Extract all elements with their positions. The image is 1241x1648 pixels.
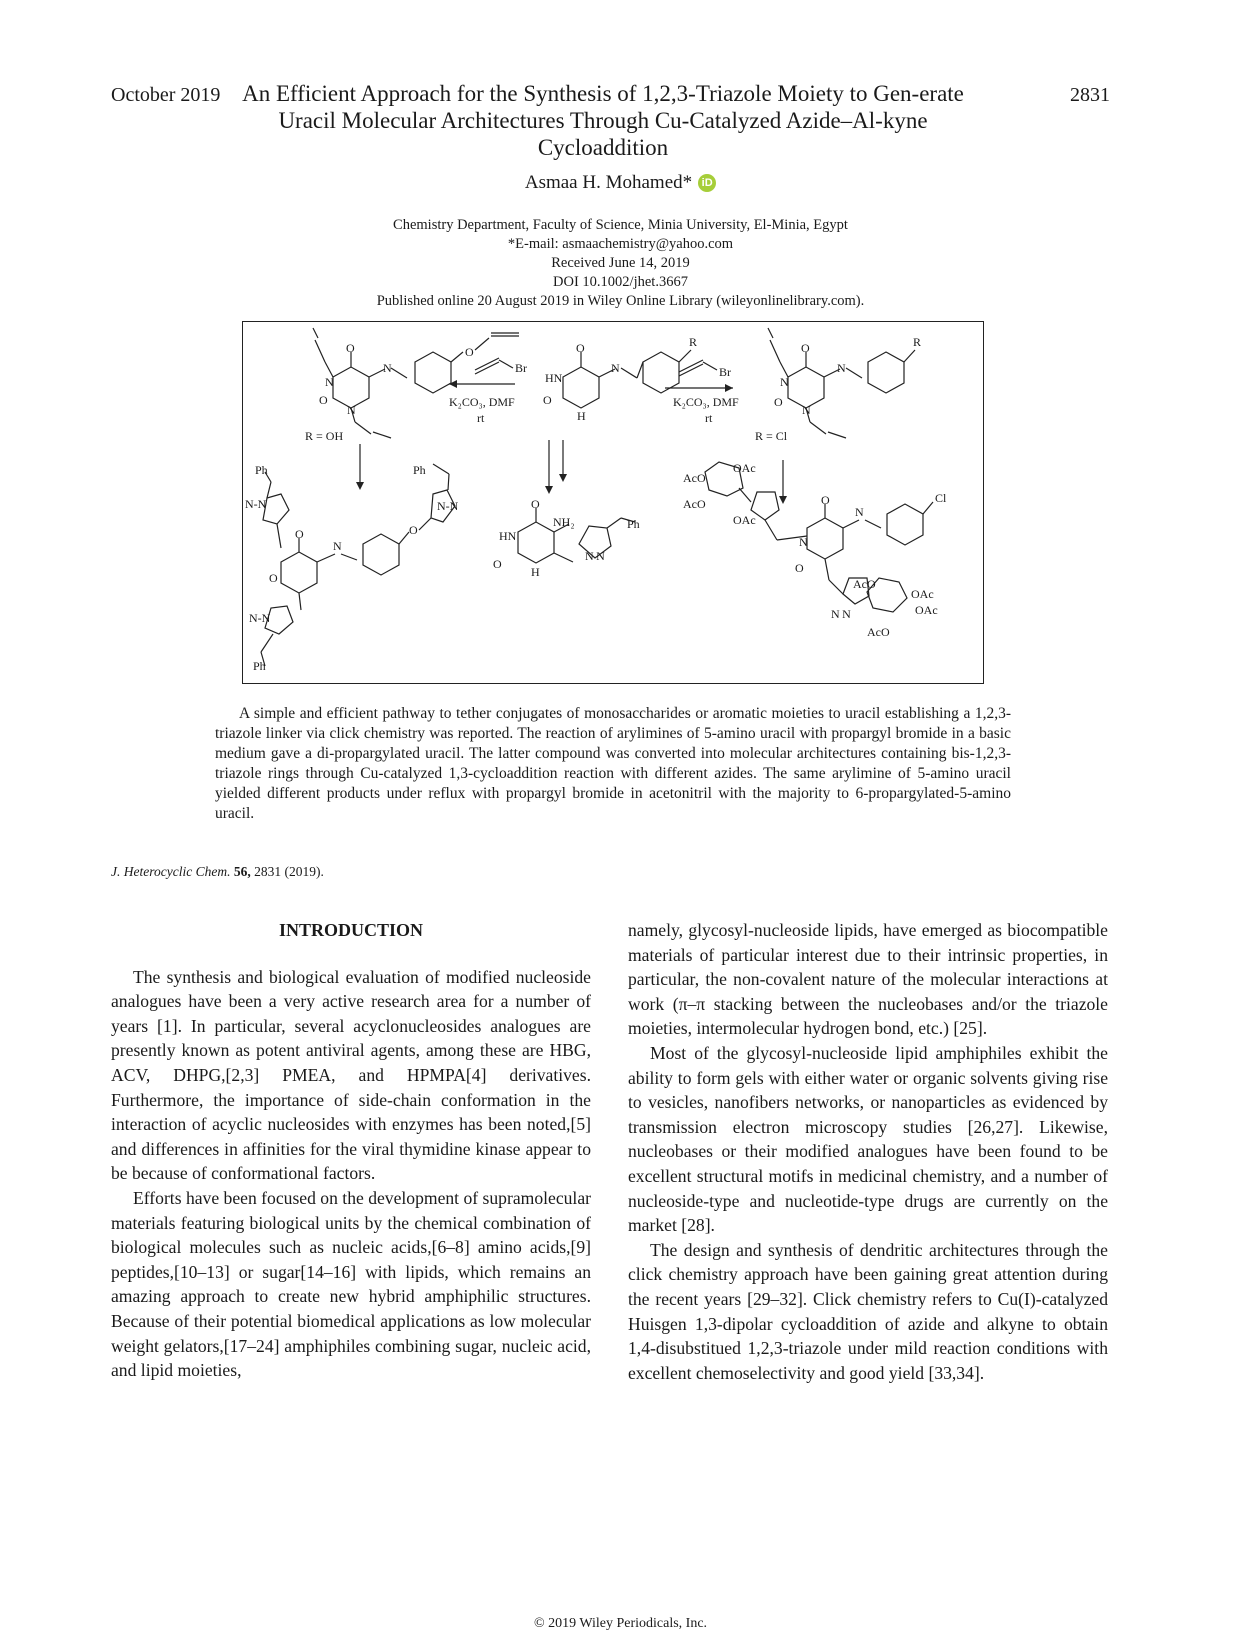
h-label-central: H bbox=[577, 409, 586, 423]
cl-label: Cl bbox=[935, 491, 947, 505]
received-date: Received June 14, 2019 bbox=[551, 255, 690, 271]
h-label-bc: H bbox=[531, 565, 540, 579]
o-label-central: O bbox=[576, 341, 585, 355]
o-label-central-2: O bbox=[543, 393, 552, 407]
n-label-right: N bbox=[780, 375, 789, 389]
r-label-right: R bbox=[913, 335, 922, 349]
o-ether-left: O bbox=[465, 345, 474, 359]
o-label-left: O bbox=[346, 341, 355, 355]
aco-label-4: AcO bbox=[867, 625, 890, 639]
aco-label-3: AcO bbox=[853, 577, 876, 591]
body-column-right bbox=[628, 918, 1108, 1385]
triazole-n-5: N N bbox=[831, 607, 851, 621]
o-label-bc-2: O bbox=[493, 557, 502, 571]
oac-label-2: OAc bbox=[733, 513, 756, 527]
reagent-left-temp: rt bbox=[477, 411, 485, 425]
body-column-left bbox=[111, 918, 591, 1383]
affiliation-block bbox=[0, 216, 1241, 311]
aco-label-2: AcO bbox=[683, 497, 706, 511]
ph-label-3: Ph bbox=[253, 659, 266, 673]
r-cl-label: R = Cl bbox=[755, 429, 788, 443]
n-imine-right: N bbox=[837, 361, 846, 375]
scheme-labels bbox=[245, 335, 947, 673]
triazole-n-4: N N bbox=[585, 549, 605, 563]
ph-label-1: Ph bbox=[255, 463, 268, 477]
o-label-bl: O bbox=[295, 527, 304, 541]
orcid-icon[interactable]: iD bbox=[698, 174, 716, 192]
paragraph: The synthesis and biological evaluation of modified nucleoside analogues have been a very active research area for a number of years [1]. In particular, several acyclonucleosides analogues are presently known as potent antiviral agents, among these are HBG, ACV, DHPG,[2,3] PMEA, and HPMPA[4] derivatives. Furthermore, the importance of side-chain conformation in the interaction of acyclic nucleosides with enzymes has been noted,[5] and differences in affinities for the viral thymidine kinase appear to be because of conformational factors. bbox=[111, 966, 591, 1184]
paragraph: The design and synthesis of dendritic architectures through the click chemistry approach have been gaining great attention during the recent years [29–32]. Click chemistry refers to Cu(I)-catalyzed Huisgen 1,3-dipolar cycloaddition of azide and alkyne to obtain 1,4-disubstitued 1,2,3-triazole under mild reaction conditions with excellent chemoselectivity and good yield [33,34]. bbox=[628, 1239, 1108, 1383]
oac-label-3: OAc bbox=[911, 587, 934, 601]
citation-journal: J. Heterocyclic Chem. bbox=[111, 864, 231, 879]
aco-label-1: AcO bbox=[683, 471, 706, 485]
n-label-left: N bbox=[325, 375, 334, 389]
citation-volume: 56, bbox=[233, 864, 251, 879]
citation-pages: 2831 (2019). bbox=[254, 864, 324, 879]
n-imine-bl: N bbox=[333, 539, 342, 553]
reaction-scheme-svg bbox=[243, 322, 985, 685]
n-label-right-2: N bbox=[802, 403, 811, 417]
triazole-n-1: N‐N bbox=[245, 497, 267, 511]
ph-label-2: Ph bbox=[413, 463, 426, 477]
o-label-right: O bbox=[801, 341, 810, 355]
n-imine-left: N bbox=[383, 361, 392, 375]
reagent-right-temp: rt bbox=[705, 411, 713, 425]
reagent-right-br: Br bbox=[719, 365, 731, 379]
o-label-br: O bbox=[821, 493, 830, 507]
reagent-left-base: K₂CO₃, DMF bbox=[449, 395, 515, 409]
article-title: An Efficient Approach for the Synthesis of 1,2,3-Triazole Moiety to Gen-erate Uracil Molecular Architectures Through Cu-Catalyzed Azide–Al-kyne Cycloaddition bbox=[242, 81, 964, 160]
abstract-text: A simple and efficient pathway to tether conjugates of monosaccharides or aromatic moieties to uracil establishing a 1,2,3-triazole linker via click chemistry was reported. The reaction of arylimines of 5-amino uracil with propargyl bromide in a basic medium gave a di-propargylated uracil. The latter compound was converted into molecular architectures containing bis-1,2,3-triazole rings through Cu-catalyzed 1,3-cycloaddition reaction with different azides. The same arylimine of 5-amino uracil yielded different products under reflux with propargyl bromide in acetonitril with the majority to 6-propargylated-5-amino uracil. bbox=[215, 705, 1011, 822]
o-label-right-2: O bbox=[774, 395, 783, 409]
o-ether-bl: O bbox=[409, 523, 418, 537]
oac-label-1: OAc bbox=[733, 461, 756, 475]
reagent-right-base: K₂CO₃, DMF bbox=[673, 395, 739, 409]
r-oh-label: R = OH bbox=[305, 429, 344, 443]
triazole-n-3: N‐N bbox=[249, 611, 271, 625]
o-label-left-2: O bbox=[319, 393, 328, 407]
oac-label-4: OAc bbox=[915, 603, 938, 617]
affiliation-email[interactable]: *E-mail: asmaachemistry@yahoo.com bbox=[507, 236, 734, 252]
ph-label-4: Ph bbox=[627, 517, 640, 531]
affiliation-department: Chemistry Department, Faculty of Science, Minia University, El-Minia, Egypt bbox=[393, 217, 848, 233]
o-label-bc: O bbox=[531, 497, 540, 511]
page-number: 2831 bbox=[1070, 84, 1110, 106]
triazole-n-2: N‐N bbox=[437, 499, 459, 513]
reagent-left-br: Br bbox=[515, 361, 527, 375]
paragraph: Efforts have been focused on the development of supramolecular materials featuring biological units by the chemical combination of biological molecules such as nucleic acids,[6–8] amino acids,[9] peptides,[10–13] or sugar[14–16] with lipids, which remains an amazing approach to create new hybrid amphiphilic structures. Because of their potential biomedical applications as low molecular weight gelators,[17–24] amphiphiles combining sugar, nucleic acid, and lipid moieties, bbox=[111, 1187, 591, 1381]
hn-label-bc: HN bbox=[499, 529, 517, 543]
section-heading-introduction: INTRODUCTION bbox=[278, 920, 424, 940]
paragraph: Most of the glycosyl-nucleoside lipid amphiphiles exhibit the ability to form gels with either water or organic solvents giving rise to vesicles, nanofibers networks, or nanoparticles as evidenced by transmission electron microscopy studies [26,27]. Likewise, nucleobases or their modified analogues have been found to be excellent structural motifs in medicinal chemistry, and a number of nucleoside-type and nucleotide-type drugs are currently on the market [28]. bbox=[628, 1042, 1108, 1236]
author-line bbox=[0, 172, 1241, 194]
n-label-br: N bbox=[799, 535, 808, 549]
published-online: Published online 20 August 2019 in Wiley Online Library (wileyonlinelibrary.com). bbox=[376, 293, 865, 309]
graphical-abstract-scheme bbox=[242, 321, 984, 684]
hn-label-central: HN bbox=[545, 371, 563, 385]
journal-citation bbox=[111, 864, 324, 880]
r-label-central: R bbox=[689, 335, 698, 349]
n-imine-br: N bbox=[855, 505, 864, 519]
doi[interactable]: DOI 10.1002/jhet.3667 bbox=[553, 274, 688, 290]
o-label-bl-2: O bbox=[269, 571, 278, 585]
n-label-left-2: N bbox=[347, 403, 356, 417]
paragraph: namely, glycosyl-nucleoside lipids, have emerged as biocompatible materials of particular interest due to their intrinsic properties, in particular, the non-covalent nature of the molecular interactions at work (π–π stacking between the nucleobases and/or the triazole moieties, intermolecular hydrogen bond, etc.) [25]. bbox=[628, 920, 1108, 1039]
author-name: Asmaa H. Mohamed* bbox=[524, 172, 693, 193]
header-date: October 2019 bbox=[111, 84, 221, 106]
nh2-label: NH₂ bbox=[553, 515, 575, 529]
o-label-br-2: O bbox=[795, 561, 804, 575]
n-imine-central: N bbox=[611, 361, 620, 375]
copyright-footer: © 2019 Wiley Periodicals, Inc. bbox=[533, 1616, 708, 1631]
